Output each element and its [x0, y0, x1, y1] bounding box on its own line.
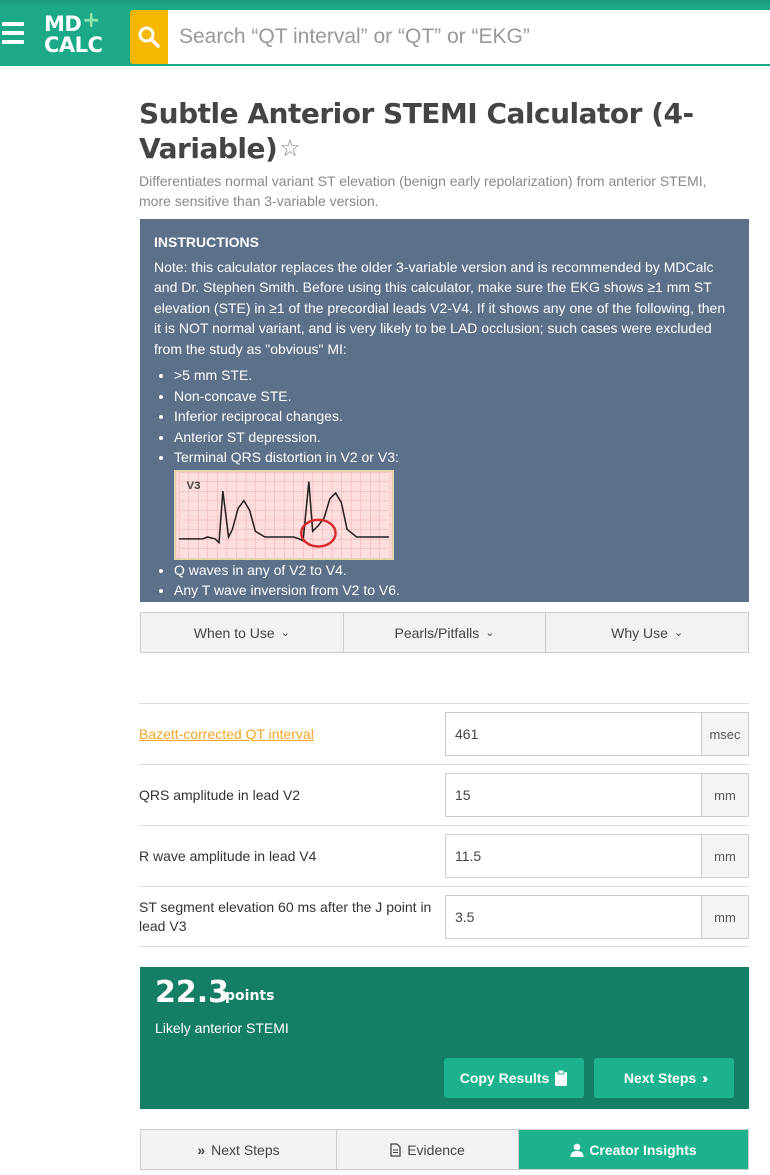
- unit-label: msec: [702, 712, 749, 756]
- input-row-qrs-amplitude: [139, 764, 749, 825]
- favorite-star-icon[interactable]: ☆: [279, 134, 301, 162]
- qt-interval-input[interactable]: 461: [445, 712, 702, 756]
- document-icon: [390, 1143, 401, 1157]
- tab-evidence[interactable]: [337, 1130, 519, 1169]
- st-elevation-input[interactable]: 3.5: [445, 895, 702, 939]
- search-button[interactable]: [130, 10, 168, 64]
- logo-text-md: MD: [44, 12, 82, 36]
- logo-plus: +: [82, 8, 100, 33]
- list-item: • Inferior reciprocal changes.: [174, 406, 735, 427]
- input-label: [139, 704, 439, 764]
- input-row-qt-interval: [139, 703, 749, 764]
- chevron-down-icon: ⌄: [280, 627, 290, 639]
- user-icon: [570, 1143, 584, 1157]
- instructions-heading: INSTRUCTIONS: [154, 234, 259, 250]
- page-title-text: Subtle Anterior STEMI Calculator (4-Variable): [139, 97, 694, 165]
- tab-when-to-use[interactable]: [141, 613, 344, 652]
- score-value: 22.3: [155, 975, 230, 1010]
- triple-chevron-right-icon: ›››: [702, 1070, 705, 1086]
- list-item: • Any T wave inversion from V2 to V6.: [174, 580, 735, 601]
- tab-pearls-pitfalls[interactable]: [344, 613, 547, 652]
- info-tabs: [140, 612, 749, 653]
- tab-label: Next Steps: [211, 1141, 280, 1158]
- search-icon: [137, 25, 161, 49]
- chevron-down-icon: ⌄: [485, 627, 495, 639]
- list-item: • Anterior ST depression.: [174, 427, 735, 448]
- bottom-tabs: [140, 1129, 749, 1170]
- unit-label: mm: [702, 834, 749, 878]
- input-label: ST segment elevation 60 ms after the J point in lead V3: [139, 898, 432, 934]
- unit-label: mm: [702, 895, 749, 939]
- tab-label: Why Use: [611, 624, 668, 641]
- list-item: • Non-concave STE.: [174, 386, 735, 407]
- search-input[interactable]: Search “QT interval” or “QT” or “EKG”: [168, 10, 770, 64]
- button-label: Next Steps: [623, 1070, 697, 1086]
- page-subtitle: Differentiates normal variant ST elevation (benign early repolarization) from anterior STEMI, more sensitive than 3-variable version.: [139, 173, 707, 209]
- input-label: QRS amplitude in lead V2: [139, 786, 301, 803]
- menu-icon[interactable]: [0, 22, 26, 48]
- button-label: Copy Results: [459, 1070, 550, 1086]
- top-navigation-bar: [0, 0, 770, 66]
- qt-interval-link[interactable]: Bazett-corrected QT interval: [139, 725, 314, 742]
- result-interpretation: Likely anterior STEMI: [155, 1020, 289, 1036]
- tab-label: Pearls/Pitfalls: [394, 624, 480, 641]
- logo-text-calc: CALC: [44, 33, 103, 57]
- page-title: [139, 96, 739, 166]
- list-item: [174, 447, 735, 560]
- tab-why-use[interactable]: [546, 613, 748, 652]
- instructions-list: [174, 365, 735, 601]
- chevron-down-icon: ⌄: [673, 627, 684, 639]
- instructions-note: Note: this calculator replaces the older 3-variable version and is recommended by MDCalc and Dr. Stephen Smith. Before using this calculator, make sure the EKG shows ≥1 mm ST elevation (STE) in ≥1 of the precordial leads V2-V4. If it shows any one of the following, then it is NOT normal variant, and is very likely to be LAD occlusion; such cases were excluded from the study as "obvious" MI:: [154, 258, 726, 357]
- list-item: • Q waves in any of V2 to V4.: [174, 560, 735, 581]
- next-steps-button[interactable]: [594, 1058, 734, 1098]
- mdcalc-logo[interactable]: [44, 8, 103, 57]
- copy-results-button[interactable]: [444, 1058, 584, 1098]
- r-wave-amplitude-input[interactable]: 11.5: [445, 834, 702, 878]
- ekg-strip-image: [174, 470, 394, 560]
- input-row-r-wave: [139, 825, 749, 886]
- result-panel: [140, 967, 749, 1109]
- list-item-text: Terminal QRS distortion in V2 or V3:: [174, 449, 399, 465]
- double-chevron-right-icon: »: [197, 1141, 206, 1158]
- list-item: • >5 mm STE.: [174, 365, 735, 386]
- ekg-lead-label: V3: [186, 479, 201, 492]
- clipboard-icon: [554, 1070, 568, 1086]
- unit-label: mm: [702, 773, 749, 817]
- tab-label: Evidence: [407, 1141, 465, 1158]
- instructions-panel: [140, 219, 749, 602]
- input-row-st-elevation: [139, 886, 749, 947]
- tab-label: When to Use: [193, 624, 275, 641]
- input-label: R wave amplitude in lead V4: [139, 847, 317, 864]
- tab-creator-insights[interactable]: [519, 1130, 748, 1169]
- qrs-amplitude-input[interactable]: 15: [445, 773, 702, 817]
- score-unit: points: [225, 988, 275, 1004]
- tab-next-steps[interactable]: [141, 1130, 337, 1169]
- tab-label: Creator Insights: [589, 1141, 697, 1158]
